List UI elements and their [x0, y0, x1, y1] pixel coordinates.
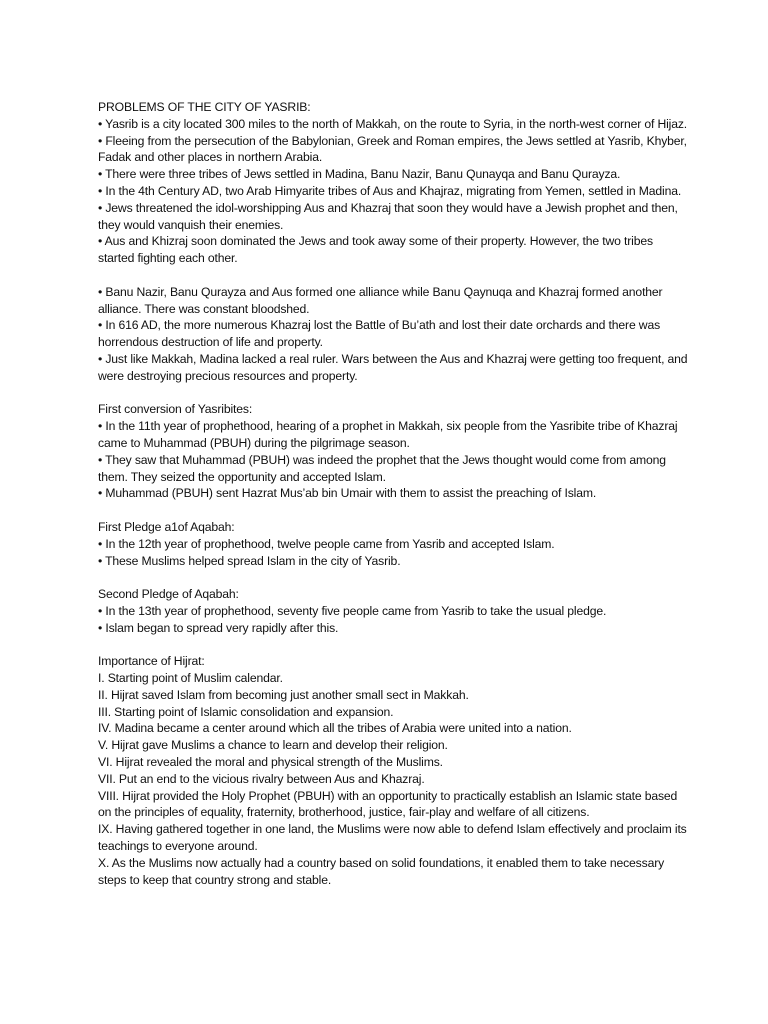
importance-item: III. Starting point of Islamic consolidation and expansion. [98, 704, 394, 719]
problems-item: • Yasrib is a city located 300 miles to the north of Makkah, on the route to Syria, in the north-west corner of Hijaz. [98, 116, 688, 131]
importance-item: VII. Put an end to the vicious rivalry between Aus and Khazraj. [98, 771, 425, 786]
first-pledge-item: • These Muslims helped spread Islam in the city of Yasrib. [98, 553, 401, 568]
paragraph-gap [98, 637, 688, 654]
problems-item: • Just like Makkah, Madina lacked a real ruler. Wars between the Aus and Khazraj were getting too frequent, and were destroying precious resources and property. [98, 351, 688, 383]
importance-item: IV. Madina became a center around which all the tribes of Arabia were united into a nation. [98, 721, 572, 736]
problems-heading: PROBLEMS OF THE CITY OF YASRIB: [98, 100, 311, 114]
problems-item: • In the 4th Century AD, two Arab Himyarite tribes of Aus and Khajraz, migrating from Yemen, settled in Madina. [98, 183, 682, 198]
first-conversion-item: • They saw that Muhammad (PBUH) was indeed the prophet that the Jews thought would come from among them. They seized the opportunity and accepted Islam. [98, 452, 666, 484]
problems-item: • Fleeing from the persecution of the Babylonian, Greek and Roman empires, the Jews settled at Yasrib, Khyber, Fadak and other places in northern Arabia. [98, 133, 687, 165]
problems-item: • In 616 AD, the more numerous Khazraj lost the Battle of Bu’ath and lost their date orchards and there was horrendous destruction of life and property. [98, 318, 661, 350]
importance-item: IX. Having gathered together in one land, the Muslims were now able to defend Islam effectively and proclaim its teachings to everyone around. [98, 822, 687, 854]
importance-item: I. Starting point of Muslim calendar. [98, 671, 283, 686]
first-conversion-item: • Muhammad (PBUH) sent Hazrat Mus’ab bin Umair with them to assist the preaching of Islam. [98, 486, 597, 501]
document-body [98, 99, 688, 888]
problems-item: • Banu Nazir, Banu Qurayza and Aus formed one alliance while Banu Qaynuqa and Khazraj formed another alliance. There was constant bloodshed. [98, 284, 663, 316]
second-pledge-heading: Second Pledge of Aqabah: [98, 587, 239, 602]
problems-item: • There were three tribes of Jews settled in Madina, Banu Nazir, Banu Qunayqa and Banu Qurayza. [98, 167, 621, 182]
second-pledge-item: • Islam began to spread very rapidly after this. [98, 620, 339, 635]
importance-item: VI. Hijrat revealed the moral and physical strength of the Muslims. [98, 755, 443, 770]
importance-item: X. As the Muslims now actually had a country based on solid foundations, it enabled them to take necessary steps to keep that country strong and stable. [98, 855, 665, 887]
importance-heading: Importance of Hijrat: [98, 654, 205, 669]
problems-item: • Jews threatened the idol-worshipping Aus and Khazraj that soon they would have a Jewish prophet and then, they would vanquish their enemies. [98, 200, 678, 232]
paragraph-gap [98, 569, 688, 586]
importance-item: V. Hijrat gave Muslims a chance to learn and develop their religion. [98, 738, 448, 753]
problems-item: • Aus and Khizraj soon dominated the Jews and took away some of their property. However, the two tribes started fighting each other. [98, 234, 653, 266]
paragraph-gap [98, 267, 688, 284]
importance-item: II. Hijrat saved Islam from becoming just another small sect in Makkah. [98, 687, 469, 702]
first-pledge-item: • In the 12th year of prophethood, twelve people came from Yasrib and accepted Islam. [98, 536, 555, 551]
second-pledge-item: • In the 13th year of prophethood, seventy five people came from Yasrib to take the usual pledge. [98, 603, 607, 618]
first-conversion-item: • In the 11th year of prophethood, hearing of a prophet in Makkah, six people from the Yasribite tribe of Khazraj came to Muhammad (PBUH) during the pilgrimage season. [98, 419, 678, 450]
importance-item: VIII. Hijrat provided the Holy Prophet (PBUH) with an opportunity to practically establish an Islamic state based on the principles of equality, fraternity, brotherhood, justice, fair-play and welfare of all citizens. [98, 788, 678, 820]
first-conversion-heading: First conversion of Yasribites: [98, 402, 253, 417]
first-pledge-heading: First Pledge a1of Aqabah: [98, 519, 235, 534]
paragraph-gap [98, 385, 688, 402]
paragraph-gap [98, 502, 688, 519]
